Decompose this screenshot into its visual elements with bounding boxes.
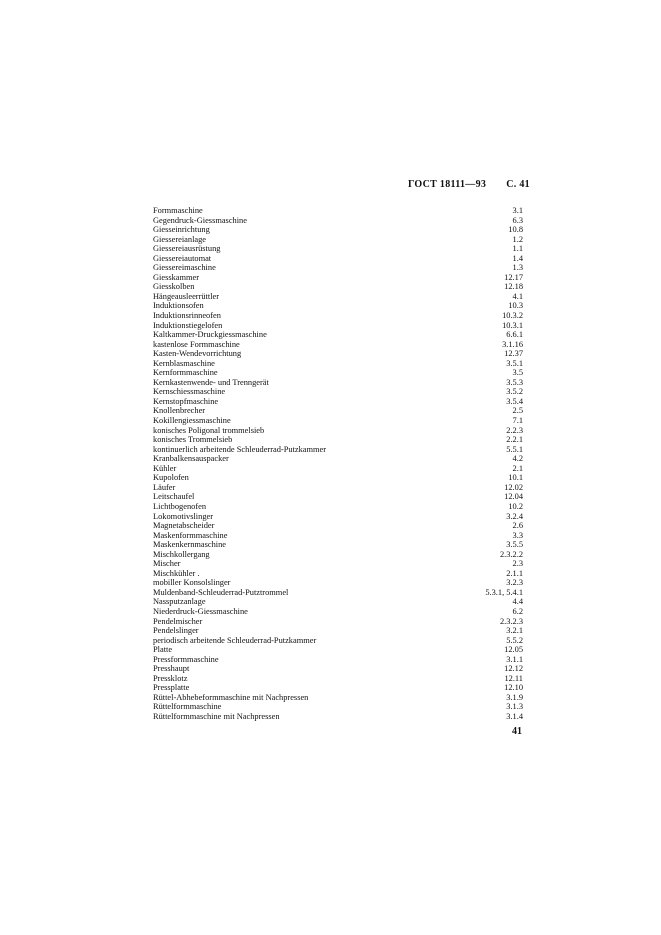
index-term: Presshaupt — [153, 664, 190, 674]
index-entry — [153, 387, 523, 397]
index-entry — [153, 416, 523, 426]
index-term: Hängeausleerrüttler — [153, 291, 220, 301]
index-reference: 6.2 — [512, 606, 523, 616]
index-reference: 10.1 — [508, 473, 523, 483]
index-reference: 3.3 — [512, 530, 523, 540]
index-term: Kokillengiessmaschine — [153, 416, 231, 426]
index-term: Rüttel-Abhebeformmaschine mit Nachpressen — [153, 692, 309, 702]
index-entry — [153, 664, 523, 674]
index-reference: 12.17 — [504, 272, 523, 282]
index-term: kontinuerlich arbeitende Schleuderrad-Putzkammer — [153, 444, 327, 454]
index-entry — [153, 674, 523, 684]
index-term: Kernschiessmaschine — [153, 387, 226, 397]
index-reference: 3.5.3 — [506, 377, 523, 387]
index-reference: 10.3.2 — [502, 311, 523, 321]
index-term: Pressformmaschine — [153, 654, 219, 664]
index-entry — [153, 340, 523, 350]
index-term: Giesskolben — [153, 282, 195, 292]
index-reference: 3.5.5 — [506, 540, 523, 550]
index-entry — [153, 378, 523, 388]
index-entry — [153, 368, 523, 378]
index-reference: 2.3 — [512, 559, 523, 569]
index-entry — [153, 406, 523, 416]
index-entry — [153, 607, 523, 617]
index-term: Mischkühler . — [153, 568, 200, 578]
index-term: Läufer — [153, 482, 176, 492]
index-reference: 3.1.16 — [502, 339, 523, 349]
index-reference: 4.2 — [512, 454, 523, 464]
index-reference: 12.37 — [504, 349, 523, 359]
index-term: Platte — [153, 645, 173, 655]
index-entry — [153, 464, 523, 474]
index-reference: 3.1 — [512, 206, 523, 215]
index-entry — [153, 521, 523, 531]
index-term: Niederdruck-Giessmaschine — [153, 606, 248, 616]
index-term: Muldenband-Schleuderrad-Putztrommel — [153, 587, 289, 597]
index-term: Knollenbrecher — [153, 406, 206, 416]
index-term: kastenlose Formmaschine — [153, 339, 240, 349]
index-term: Giessereimaschine — [153, 263, 216, 273]
index-entry — [153, 254, 523, 264]
index-term: Formmaschine — [153, 206, 203, 215]
index-entry — [153, 540, 523, 550]
index-entry — [153, 712, 523, 722]
index-reference: 3.1.4 — [506, 711, 523, 721]
index-entry — [153, 206, 523, 216]
index-entry — [153, 702, 523, 712]
index-reference: 2.1.1 — [506, 568, 523, 578]
index-reference: 3.1.1 — [506, 654, 523, 664]
index-term: Kasten-Wendevorrichtung — [153, 349, 242, 359]
index-entry — [153, 397, 523, 407]
index-term: Induktionsrinneofen — [153, 311, 221, 321]
index-entry — [153, 311, 523, 321]
index-reference: 3.1.9 — [506, 692, 523, 702]
index-term: Induktionstiegelofen — [153, 320, 223, 330]
index-term: Kupolofen — [153, 473, 189, 483]
index-entry — [153, 244, 523, 254]
index-reference: 3.5.4 — [506, 396, 523, 406]
index-term: Kaltkammer-Druckgiessmaschine — [153, 330, 267, 340]
index-term: Kühler — [153, 463, 177, 473]
index-entry — [153, 273, 523, 283]
index-reference: 5.5.2 — [506, 635, 523, 645]
index-entry — [153, 502, 523, 512]
index-term: Rüttelformmaschine mit Nachpressen — [153, 711, 280, 721]
index-entry — [153, 225, 523, 235]
index-reference: 2.3.2.2 — [499, 549, 523, 559]
index-reference: 2.5 — [512, 406, 523, 416]
index-entry — [153, 636, 523, 646]
index-term: Gegendruck-Giessmaschine — [153, 215, 247, 225]
index-list — [153, 206, 523, 722]
index-reference: 1.2 — [512, 234, 523, 244]
index-term: Kernstopfmaschine — [153, 396, 219, 406]
index-entry — [153, 483, 523, 493]
index-term: Maskenkernmaschine — [153, 540, 227, 550]
index-reference: 2.2.1 — [506, 435, 523, 445]
index-reference: 10.8 — [508, 225, 523, 235]
index-reference: 3.2.4 — [506, 511, 523, 521]
index-reference: 12.02 — [504, 482, 523, 492]
index-reference: 6.6.1 — [506, 330, 523, 340]
page-header — [408, 179, 530, 190]
index-reference: 3.5.2 — [506, 387, 523, 397]
index-entry — [153, 454, 523, 464]
index-reference: 5.3.1, 5.4.1 — [485, 587, 523, 597]
index-term: Giessereiautomat — [153, 253, 212, 263]
index-entry — [153, 292, 523, 302]
index-reference: 7.1 — [512, 416, 523, 426]
index-term: Kranbalkensauspacker — [153, 454, 229, 464]
index-term: Pendelslinger — [153, 626, 199, 636]
index-term: Kernblasmaschine — [153, 358, 215, 368]
index-reference: 1.1 — [512, 244, 523, 254]
index-entry — [153, 569, 523, 579]
index-term: Mischkollergang — [153, 549, 210, 559]
index-reference: 2.1 — [512, 463, 523, 473]
index-term: Giesskammer — [153, 272, 200, 282]
index-entry — [153, 321, 523, 331]
index-term: Kernformmaschine — [153, 368, 218, 378]
index-entry — [153, 588, 523, 598]
index-entry — [153, 235, 523, 245]
index-reference: 10.2 — [508, 501, 523, 511]
index-entry — [153, 349, 523, 359]
index-term: periodisch arbeitende Schleuderrad-Putzkammer — [153, 635, 317, 645]
index-reference: 12.11 — [504, 673, 523, 683]
index-entry — [153, 683, 523, 693]
index-term: Induktionsofen — [153, 301, 204, 311]
index-term: Nassputzanlage — [153, 597, 206, 607]
index-reference: 12.18 — [504, 282, 523, 292]
index-term: Maskenformmaschine — [153, 530, 228, 540]
index-entry — [153, 531, 523, 541]
header-page-label: С. 41 — [506, 179, 530, 190]
index-reference: 10.3 — [508, 301, 523, 311]
index-term: Mischer — [153, 559, 181, 569]
index-reference: 12.05 — [504, 645, 523, 655]
index-reference: 3.2.1 — [506, 626, 523, 636]
index-reference: 3.1.3 — [506, 702, 523, 712]
index-term: Lichtbogenofen — [153, 501, 207, 511]
index-reference: 2.2.3 — [506, 425, 523, 435]
index-reference: 2.6 — [512, 521, 523, 531]
index-term: Pressklotz — [153, 673, 188, 683]
index-entry — [153, 492, 523, 502]
index-term: Lokomotivslinger — [153, 511, 214, 521]
index-entry — [153, 359, 523, 369]
index-reference: 6.3 — [512, 215, 523, 225]
index-entry — [153, 426, 523, 436]
index-entry — [153, 330, 523, 340]
index-entry — [153, 282, 523, 292]
index-reference: 12.04 — [504, 492, 523, 502]
index-entry — [153, 578, 523, 588]
index-entry — [153, 626, 523, 636]
index-reference: 10.3.1 — [502, 320, 523, 330]
index-entry — [153, 263, 523, 273]
index-reference: 12.12 — [504, 664, 523, 674]
index-term: Kernkastenwende- und Trenngerät — [153, 377, 269, 387]
index-entry — [153, 473, 523, 483]
index-term: Rüttelformmaschine — [153, 702, 222, 712]
index-term: Giessereianlage — [153, 234, 207, 244]
index-reference: 4.4 — [512, 597, 523, 607]
index-term: Magnetabscheider — [153, 521, 215, 531]
index-reference: 3.5.1 — [506, 358, 523, 368]
index-reference: 3.2.3 — [506, 578, 523, 588]
index-term: mobiller Konsolslinger — [153, 578, 231, 588]
index-entry — [153, 655, 523, 665]
index-term: Leitschaufel — [153, 492, 195, 502]
index-term: Pressplatte — [153, 683, 190, 693]
index-term: Pendelmischer — [153, 616, 203, 626]
page-number: 41 — [512, 726, 522, 737]
index-reference: 5.5.1 — [506, 444, 523, 454]
index-term: konisches Trommelsieb — [153, 435, 233, 445]
index-entry — [153, 550, 523, 560]
index-entry — [153, 216, 523, 226]
index-entry — [153, 301, 523, 311]
index-entry — [153, 597, 523, 607]
index-term: Giesseinrichtung — [153, 225, 210, 235]
standard-designation: ГОСТ 18111—93 — [408, 179, 487, 190]
index-term: Giessereiausrüstung — [153, 244, 221, 254]
index-entry — [153, 693, 523, 703]
index-entry — [153, 645, 523, 655]
index-entry — [153, 445, 523, 455]
index-entry — [153, 435, 523, 445]
index-reference: 12.10 — [504, 683, 523, 693]
index-entry — [153, 512, 523, 522]
index-reference: 4.1 — [512, 291, 523, 301]
index-entry — [153, 617, 523, 627]
index-reference: 3.5 — [512, 368, 523, 378]
index-reference: 2.3.2.3 — [499, 616, 523, 626]
index-term: konisches Poligonal trommelsieb — [153, 425, 265, 435]
index-reference: 1.4 — [512, 253, 523, 263]
index-reference: 1.3 — [512, 263, 523, 273]
index-entry — [153, 559, 523, 569]
